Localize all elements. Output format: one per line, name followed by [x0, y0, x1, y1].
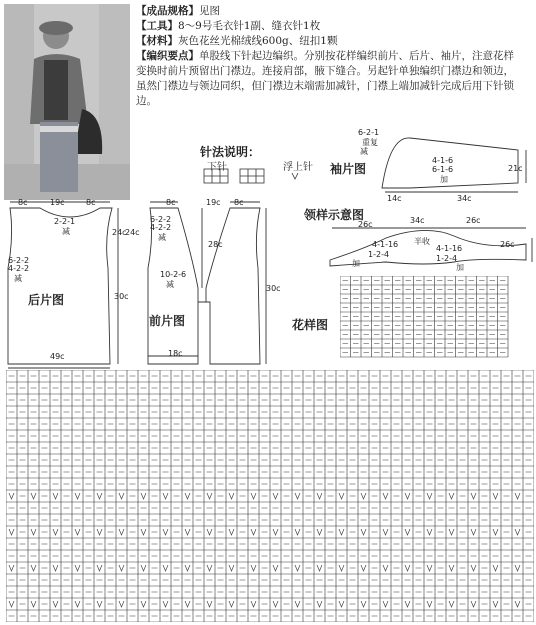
back-body-len: 30c [114, 292, 129, 301]
sleeve-left: 14c [387, 194, 402, 203]
collar-n3-word: 加 [456, 263, 464, 272]
front-placket-len: 28c [208, 240, 223, 249]
collar-n5: 1-2-4 [436, 254, 458, 263]
model-photo [4, 4, 130, 200]
spec-material: 【材料】灰色花丝光棉绒线600g、纽扣1颗 [136, 35, 338, 47]
collar-n1-word: 加 [352, 259, 360, 268]
back-bottom: 49c [50, 352, 65, 361]
front-armhole-depth: 24c [125, 228, 140, 237]
sleeve-cap-word1: 重复 [362, 138, 378, 147]
back-armhole-dec-1: 6-2-2 [8, 256, 30, 265]
spec-block [136, 4, 532, 109]
front-top-right: 8c [234, 198, 244, 207]
back-armhole-dec-word: 减 [14, 274, 22, 283]
collar-d3: 26c [466, 216, 481, 225]
sleeve-cuff: 21c [508, 164, 523, 173]
back-top-right: 8c [86, 198, 96, 207]
sleeve-inc-1: 4-1-6 [432, 156, 454, 165]
pattern-title: 花样图 [292, 318, 329, 332]
pattern-grid-small [340, 276, 520, 360]
sleeve-inc-2: 6-1-6 [432, 165, 454, 174]
sleeve-length: 34c [457, 194, 472, 203]
collar-n2: 半收 [414, 237, 430, 246]
sleeve-cap-note: 6-2-1 [358, 128, 380, 137]
front-title: 前片图 [149, 314, 186, 328]
collar-d1: 26c [358, 220, 373, 229]
collar-n3: 4-1-16 [436, 244, 463, 253]
back-top-left: 8c [18, 198, 28, 207]
front-armhole-dec-2: 4-2-2 [150, 223, 172, 232]
front-neck-dec-word: 减 [166, 280, 174, 289]
collar-title: 领样示意图 [304, 208, 365, 222]
spec-size: 【成品规格】见图 [136, 5, 220, 17]
collar-n1: 4-1-16 [372, 240, 399, 249]
legend-title: 针法说明： [200, 145, 261, 159]
sleeve-title: 袖片图 [330, 162, 367, 176]
back-neck-dec-word: 减 [62, 227, 70, 236]
collar-height: 26c [500, 240, 515, 249]
collar-d2: 34c [410, 216, 425, 225]
back-top-mid: 19c [50, 198, 65, 207]
front-top-left: 8c [166, 198, 176, 207]
front-neck-dec: 10-2-6 [160, 270, 187, 279]
spec-tools: 【工具】8～9号毛衣针1副、缝衣针1枚 [136, 20, 321, 32]
instructions: 【编织要点】单股线下针起边编织。分别按花样编织前片、后片、袖片，注意花样 变换时前片预留出门襟边。连接肩部，腋下缝合。另起针单独编织门襟边和领边， 虽然门襟边与领边同织，但门襟边末端需加减针，门襟上端加减针完成后用下针锁 边。 [136, 50, 514, 107]
front-armhole-dec-1: 6-2-2 [150, 215, 172, 224]
sleeve-cap-word2: 减 [360, 147, 368, 156]
front-body-len: 30c [266, 284, 281, 293]
sleeve-inc-word: 加 [440, 175, 448, 184]
collar-n4: 1-2-4 [368, 250, 390, 259]
legend-symbols [200, 167, 300, 187]
front-armhole-dec-word: 减 [158, 233, 166, 242]
legend-knit-label: 下针 [207, 162, 227, 173]
back-neck-dec: 2-2-1 [54, 217, 76, 226]
back-title: 后片图 [28, 293, 65, 307]
front-top-mid: 19c [206, 198, 221, 207]
knitting-chart [6, 370, 534, 622]
front-bottom: 18c [168, 349, 183, 358]
back-armhole-dec-2: 4-2-2 [8, 264, 30, 273]
back-armhole-depth: 24c [112, 228, 127, 237]
legend-slip-label: 浮上针 [283, 162, 313, 173]
